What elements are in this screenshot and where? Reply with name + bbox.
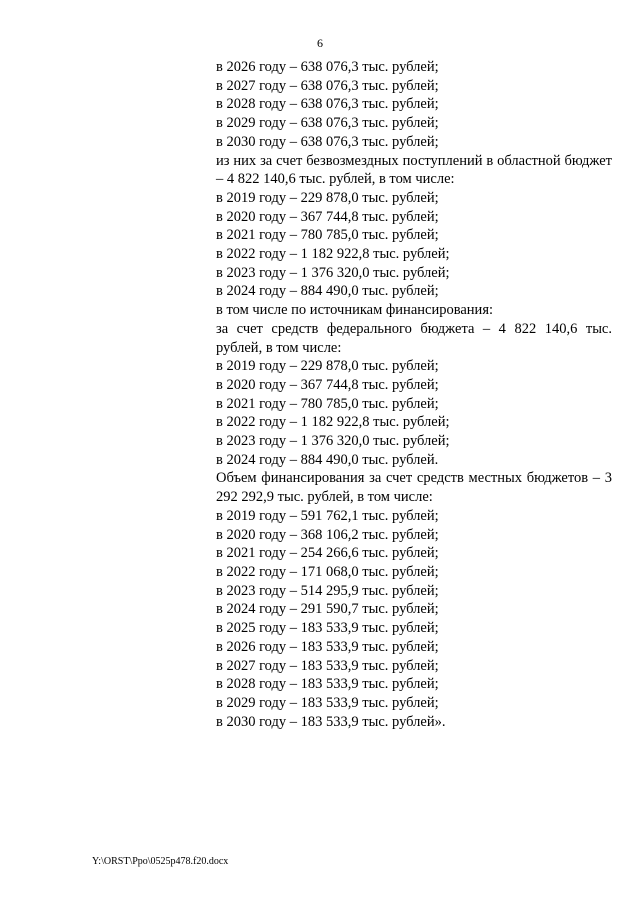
local-line-2025: в 2025 году – 183 533,9 тыс. рублей; [216, 620, 439, 637]
local-line-2024: в 2024 году – 291 590,7 тыс. рублей; [216, 601, 439, 618]
local-line-2021: в 2021 году – 254 266,6 тыс. рублей; [216, 545, 439, 562]
local-line-2030: в 2030 году – 183 533,9 тыс. рублей». [216, 713, 446, 730]
federal-line-2024: в 2024 году – 884 490,0 тыс. рублей. [216, 451, 439, 468]
gratuitous-receipts-paragraph: из них за счет безвозмездных поступлений в областной бюджет – 4 822 140,6 тыс. рублей, в том числе: [216, 152, 612, 188]
document-body [216, 58, 612, 731]
gratuitous-line-2020: в 2020 году – 367 744,8 тыс. рублей; [216, 208, 439, 225]
gratuitous-line-2021: в 2021 году – 780 785,0 тыс. рублей; [216, 227, 439, 244]
federal-budget-paragraph: за счет средств федерального бюджета – 4 822 140,6 тыс. рублей, в том числе: [216, 320, 612, 356]
federal-line-2022: в 2022 году – 1 182 922,8 тыс. рублей; [216, 414, 450, 431]
funding-line-2028: в 2028 году – 638 076,3 тыс. рублей; [216, 96, 439, 113]
gratuitous-line-2024: в 2024 году – 884 490,0 тыс. рублей; [216, 283, 439, 300]
federal-line-2023: в 2023 году – 1 376 320,0 тыс. рублей; [216, 433, 450, 450]
funding-line-2026: в 2026 году – 638 076,3 тыс. рублей; [216, 59, 439, 75]
page-number: 6 [317, 36, 323, 50]
local-line-2020: в 2020 году – 368 106,2 тыс. рублей; [216, 526, 439, 543]
local-budget-paragraph: Объем финансирования за счет средств местных бюджетов – 3 292 292,9 тыс. рублей, в том числе: [216, 470, 612, 506]
local-line-2026: в 2026 году – 183 533,9 тыс. рублей; [216, 638, 439, 655]
local-line-2019: в 2019 году – 591 762,1 тыс. рублей; [216, 507, 439, 524]
funding-line-2027: в 2027 году – 638 076,3 тыс. рублей; [216, 77, 439, 94]
gratuitous-line-2023: в 2023 году – 1 376 320,0 тыс. рублей; [216, 264, 450, 281]
funding-line-2030: в 2030 году – 638 076,3 тыс. рублей; [216, 133, 439, 150]
sources-heading: в том числе по источникам финансирования: [216, 302, 494, 319]
funding-line-2029: в 2029 году – 638 076,3 тыс. рублей; [216, 115, 439, 132]
federal-line-2020: в 2020 году – 367 744,8 тыс. рублей; [216, 376, 439, 393]
gratuitous-line-2019: в 2019 году – 229 878,0 тыс. рублей; [216, 189, 439, 206]
footer-file-path: Y:\ORST\Ppo\0525p478.f20.docx [92, 856, 229, 867]
federal-line-2019: в 2019 году – 229 878,0 тыс. рублей; [216, 358, 439, 375]
local-line-2029: в 2029 году – 183 533,9 тыс. рублей; [216, 694, 439, 711]
local-line-2028: в 2028 году – 183 533,9 тыс. рублей; [216, 676, 439, 693]
gratuitous-line-2022: в 2022 году – 1 182 922,8 тыс. рублей; [216, 246, 450, 263]
federal-line-2021: в 2021 году – 780 785,0 тыс. рублей; [216, 395, 439, 412]
local-line-2022: в 2022 году – 171 068,0 тыс. рублей; [216, 563, 439, 580]
local-line-2023: в 2023 году – 514 295,9 тыс. рублей; [216, 582, 439, 599]
local-line-2027: в 2027 году – 183 533,9 тыс. рублей; [216, 657, 439, 674]
